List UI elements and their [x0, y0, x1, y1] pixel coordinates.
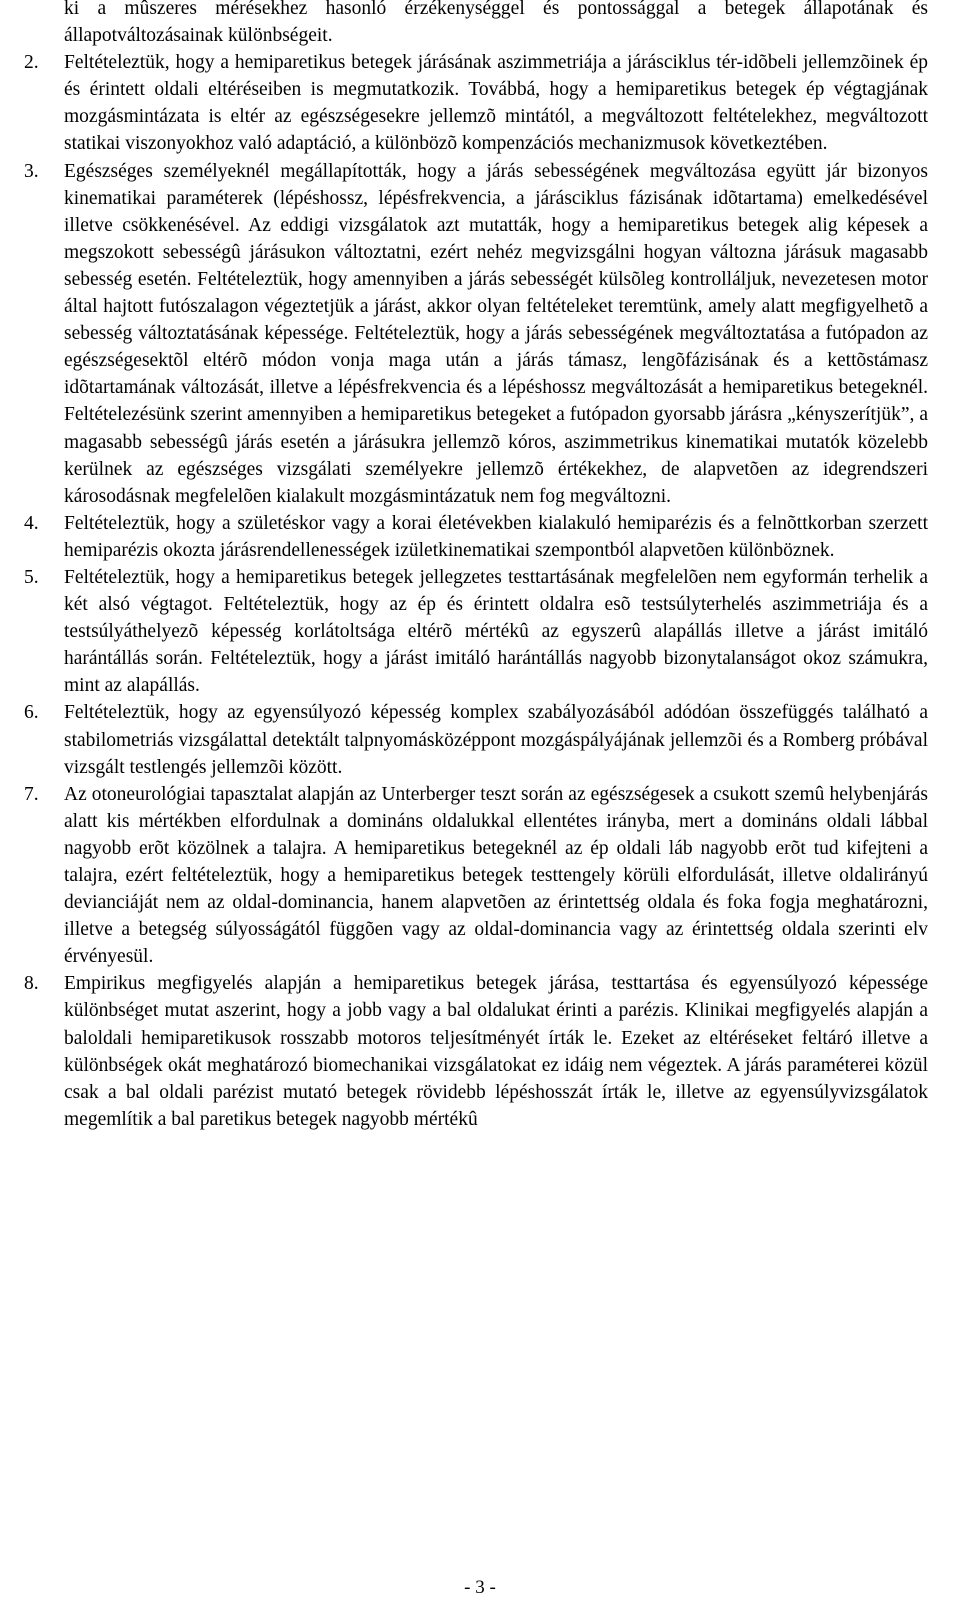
item-text: Feltételeztük, hogy az egyensúlyozó képesség komplex szabályozásából adódóan összefüggés található a stabilometriás vizsgálattal detektált talpnyomásközéppont mozgáspályájának jellemzõi és a Romberg próbával vizsgált testlengés jellemzõi között. — [64, 702, 928, 778]
list-item-5 — [24, 564, 928, 699]
list-item-4 — [24, 510, 928, 564]
item-number: 3. — [24, 160, 39, 182]
item-text: Feltételeztük, hogy a születéskor vagy a korai életévekben kialakuló hemiparézis és a felnõttkorban szerzett hemiparézis okozta járásrendellenességek izületkinematikai szempontból alapvetõen különböznek. — [64, 512, 928, 561]
item-number: 4. — [24, 512, 39, 534]
item-text: Feltételeztük, hogy a hemiparetikus betegek jellegzetes testtartásának megfelelõen nem egyformán terhelik a két alsó végtagot. Feltételeztük, hogy az ép és érintett oldalra esõ testsúlyterhelés aszimmetriája és a testsúlyáthelyezõ képesség korlátoltsága eltérõ mértékû az egyszerû alapállás illetve a járást imitáló harántállás során. Feltételeztük, hogy a járást imitáló harántállás nagyobb bizonytalanságot okoz számukra, mint az alapállás. — [64, 566, 928, 697]
item-text: Empirikus megfigyelés alapján a hemiparetikus betegek járása, testtartása és egyensúlyozó képessége különbséget mutat aszerint, hogy a jobb vagy a bal oldalukat érinti a parézis. Klinikai megfigyelés alapján a baloldali hemiparetikusok rosszabb motoros teljesítményét írták le. Ezeket az eltéréseket feltáró illetve a különbségek okát meghatározó biomechanikai vizsgálatokat ez idáig nem végeztek. A járás paraméterei közül csak a bal oldali parézist mutató betegek rövidebb lépéshosszát írták le, illetve az egyensúlyvizsgálatok megemlítik a bal paretikus betegek nagyobb mértékû — [64, 973, 928, 1130]
list-item-3 — [24, 158, 928, 510]
item-text: Az otoneurológiai tapasztalat alapján az Unterberger teszt során az egészségesek a csukott szemû helybenjárás alatt kis mértékben elfordulnak a domináns oldalukkal ellentétes irányba, mert a domináns oldali lábbal nagyobb erõt közölnek a talajra. A hemiparetikus betegeknél az ép oldali láb nagyobb erõt tud kifejteni a talajra, ezért feltételeztük, hogy a hemiparetikus betegek testtengely körüli elfordulását, illetve oldalirányú devianciáját nem az oldal-dominancia, hanem alapvetõen az érintettség oldala és foka fogja meghatározni, illetve a betegség súlyosságától függõen vagy az oldal-dominancia vagy az érintettség oldala szerinti elv érvényesül. — [64, 783, 928, 968]
list-item-6 — [24, 699, 928, 780]
item-text: ki a mûszeres mérésekhez hasonló érzékenységgel és pontossággal a betegek állapotának és állapotváltozásainak különbségeit. — [64, 0, 928, 47]
item-number: 2. — [24, 52, 39, 74]
list-item-8 — [24, 970, 928, 1133]
item-number: 7. — [24, 783, 39, 805]
list-item-continued — [24, 0, 928, 49]
item-number: 5. — [24, 566, 39, 588]
hypothesis-list — [24, 0, 928, 1133]
item-text: Feltételeztük, hogy a hemiparetikus betegek járásának aszimmetriája a járásciklus tér-idõbeli jellemzõinek ép és érintett oldali eltéréseiben is megmutatkozik. Továbbá, hogy a hemiparetikus betegek ép végtagjának mozgásmintázata is eltér az egészségesekre jellemzõ mintától, a megváltozott feltételekhez, megváltozott statikai viszonyokhoz való adaptáció, a különbözõ kompenzációs mechanizmusok következtében. — [64, 52, 928, 155]
list-item-2 — [24, 49, 928, 157]
page-number: - 3 - — [464, 1577, 496, 1598]
list-item-7 — [24, 781, 928, 971]
item-number: 6. — [24, 702, 39, 724]
item-number: 8. — [24, 973, 39, 995]
item-text: Egészséges személyeknél megállapították, hogy a járás sebességének megváltozása együtt jár bizonyos kinematikai paraméterek (lépéshossz, lépésfrekvencia, a járásciklus fázisának idõtartama) emelkedésével illetve csökkenésével. Az eddigi vizsgálatok azt mutatták, hogy a hemiparetikus betegek alig képesek a megszokott sebességû járásukon változtatni, ezért nehéz megvizsgálni hogyan változna járásuk magasabb sebesség esetén. Feltételeztük, hogy amennyiben a járás sebességét külsõleg kontrolláljuk, nevezetesen motor által hajtott futószalagon végeztetjük a járást, akkor olyan feltételeket teremtünk, amely alatt megfigyelhetõ a sebesség változtatásának képessége. Feltételeztük, hogy a járás sebességének megváltoztatása a futópadon az egészségesektõl eltérõ módon vonja maga után a járás támasz, lengõfázisának és a kettõstámasz idõtartamának változását, illetve a lépésfrekvencia és a lépéshossz megváltozását a hemiparetikus betegeknél. Feltételezésünk szerint amennyiben a hemiparetikus betegeket a futópadon gyorsabb járásra „kényszerítjük”, a magasabb sebességû járás esetén a járásukra jellemzõ kóros, aszimmetrikus kinematikai mutatók közelebb kerülnek az egészséges vizsgálati személyekre jellemzõ értékekhez, de alapvetõen az idegrendszeri károsodásnak megfelelõen kialakult mozgásmintázatuk nem fog megváltozni. — [64, 160, 928, 507]
